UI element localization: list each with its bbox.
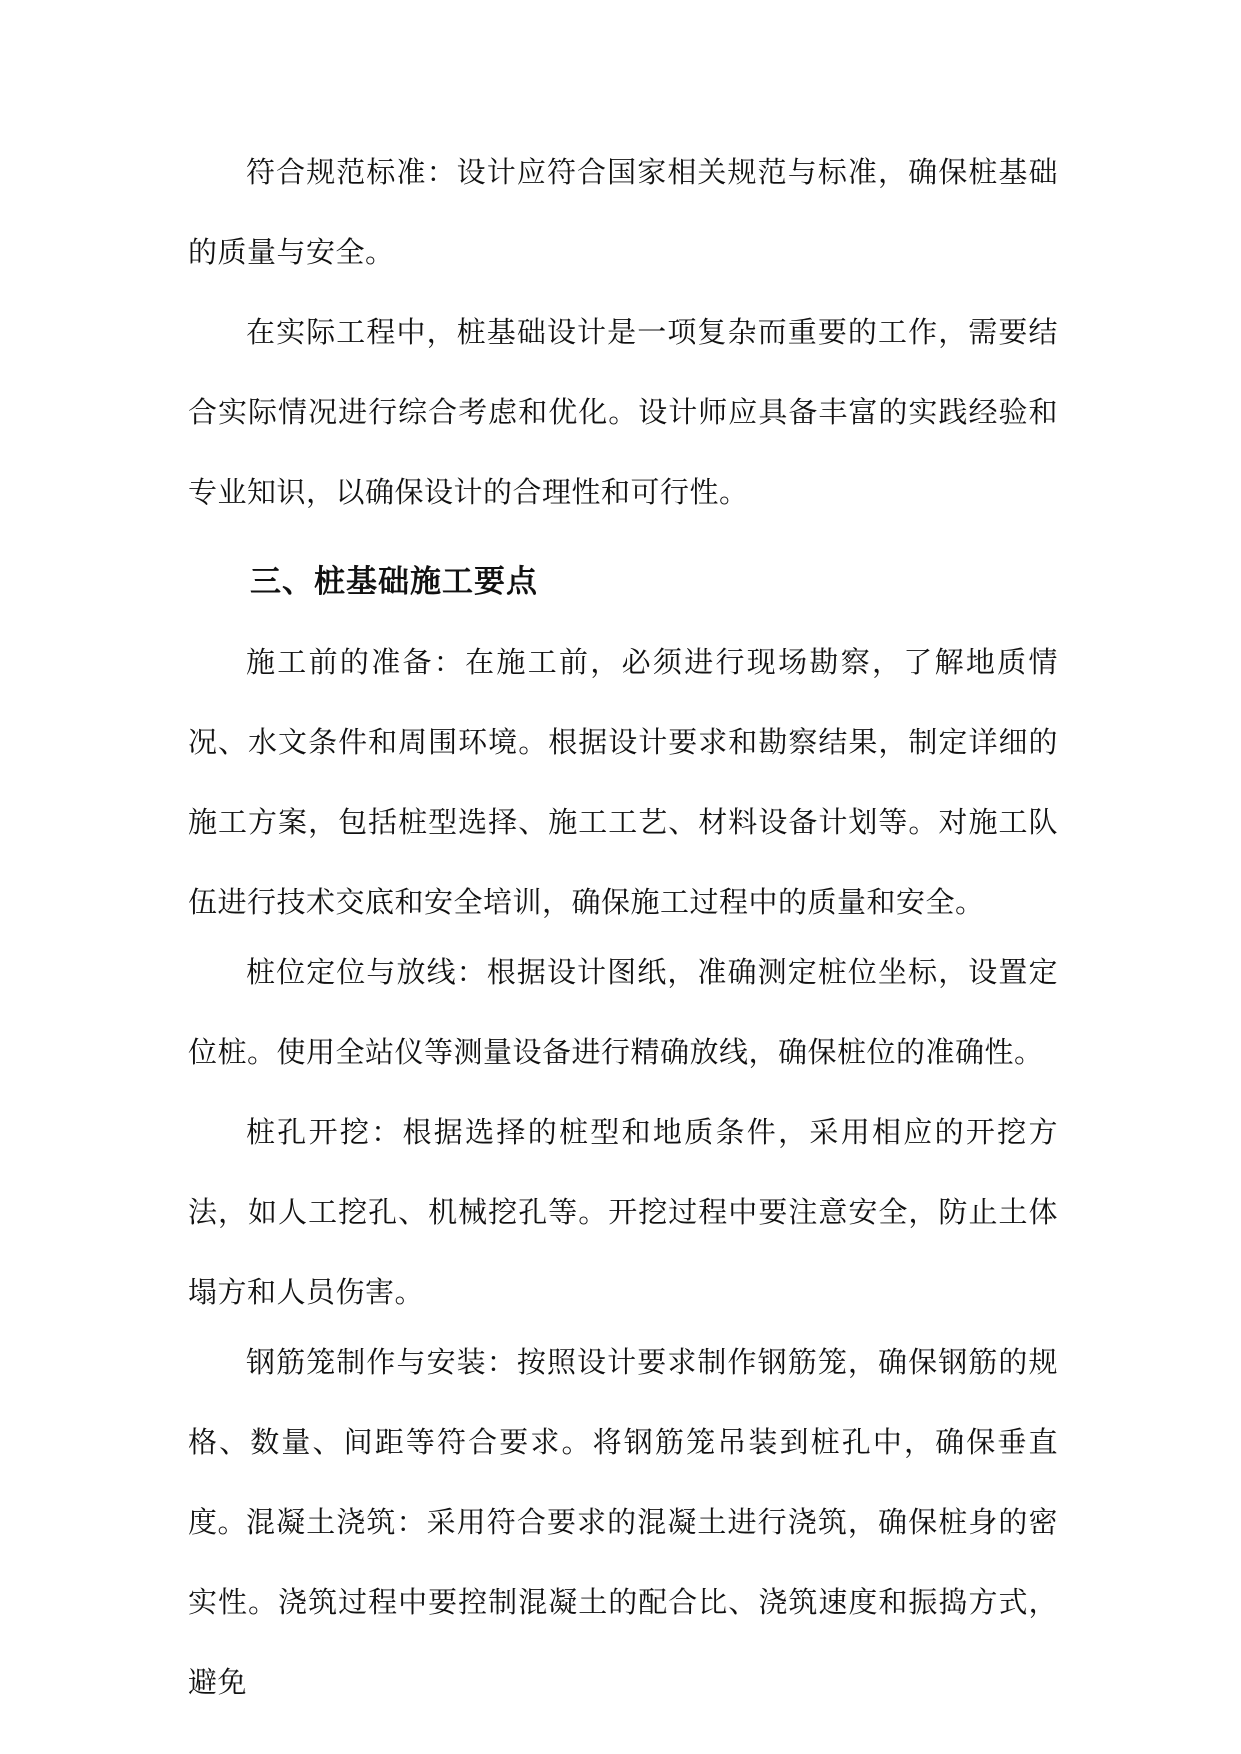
paragraph-concrete-pouring: 混凝土浇筑：采用符合要求的混凝土进行浇筑，确保桩身的密实性。浇筑过程中要控制混凝土的配合比、浇筑速度和振捣方式，避免 bbox=[188, 1505, 1058, 1699]
section-heading: 三、桩基础施工要点 bbox=[250, 564, 538, 600]
paragraph-construction-preparation: 施工前的准备：在施工前，必须进行现场勘察，了解地质情况、水文条件和周围环境。根据设计要求和勘察结果，制定详细的施工方案，包括桩型选择、施工工艺、材料设备计划等。对施工队伍进行技术交底和安全培训，确保施工过程中的质量和安全。 bbox=[188, 645, 1058, 919]
paragraph-pile-hole-excavation: 桩孔开挖：根据选择的桩型和地质条件，采用相应的开挖方法，如人工挖孔、机械挖孔等。开挖过程中要注意安全，防止土体塌方和人员伤害。 bbox=[188, 1115, 1058, 1309]
paragraph-design-summary: 在实际工程中，桩基础设计是一项复杂而重要的工作，需要结合实际情况进行综合考虑和优化。设计师应具备丰富的实践经验和专业知识，以确保设计的合理性和可行性。 bbox=[188, 315, 1058, 509]
paragraph-standards-compliance: 符合规范标准：设计应符合国家相关规范与标准，确保桩基础的质量与安全。 bbox=[188, 155, 1058, 269]
paragraph-pile-positioning: 桩位定位与放线：根据设计图纸，准确测定桩位坐标，设置定位桩。使用全站仪等测量设备进行精确放线，确保桩位的准确性。 bbox=[188, 955, 1058, 1069]
paragraph-rebar-cage: 钢筋笼制作与安装：按照设计要求制作钢筋笼，确保钢筋的规格、数量、间距等符合要求。将钢筋笼吊装到桩孔中，确保垂直度。 bbox=[188, 1345, 1058, 1539]
